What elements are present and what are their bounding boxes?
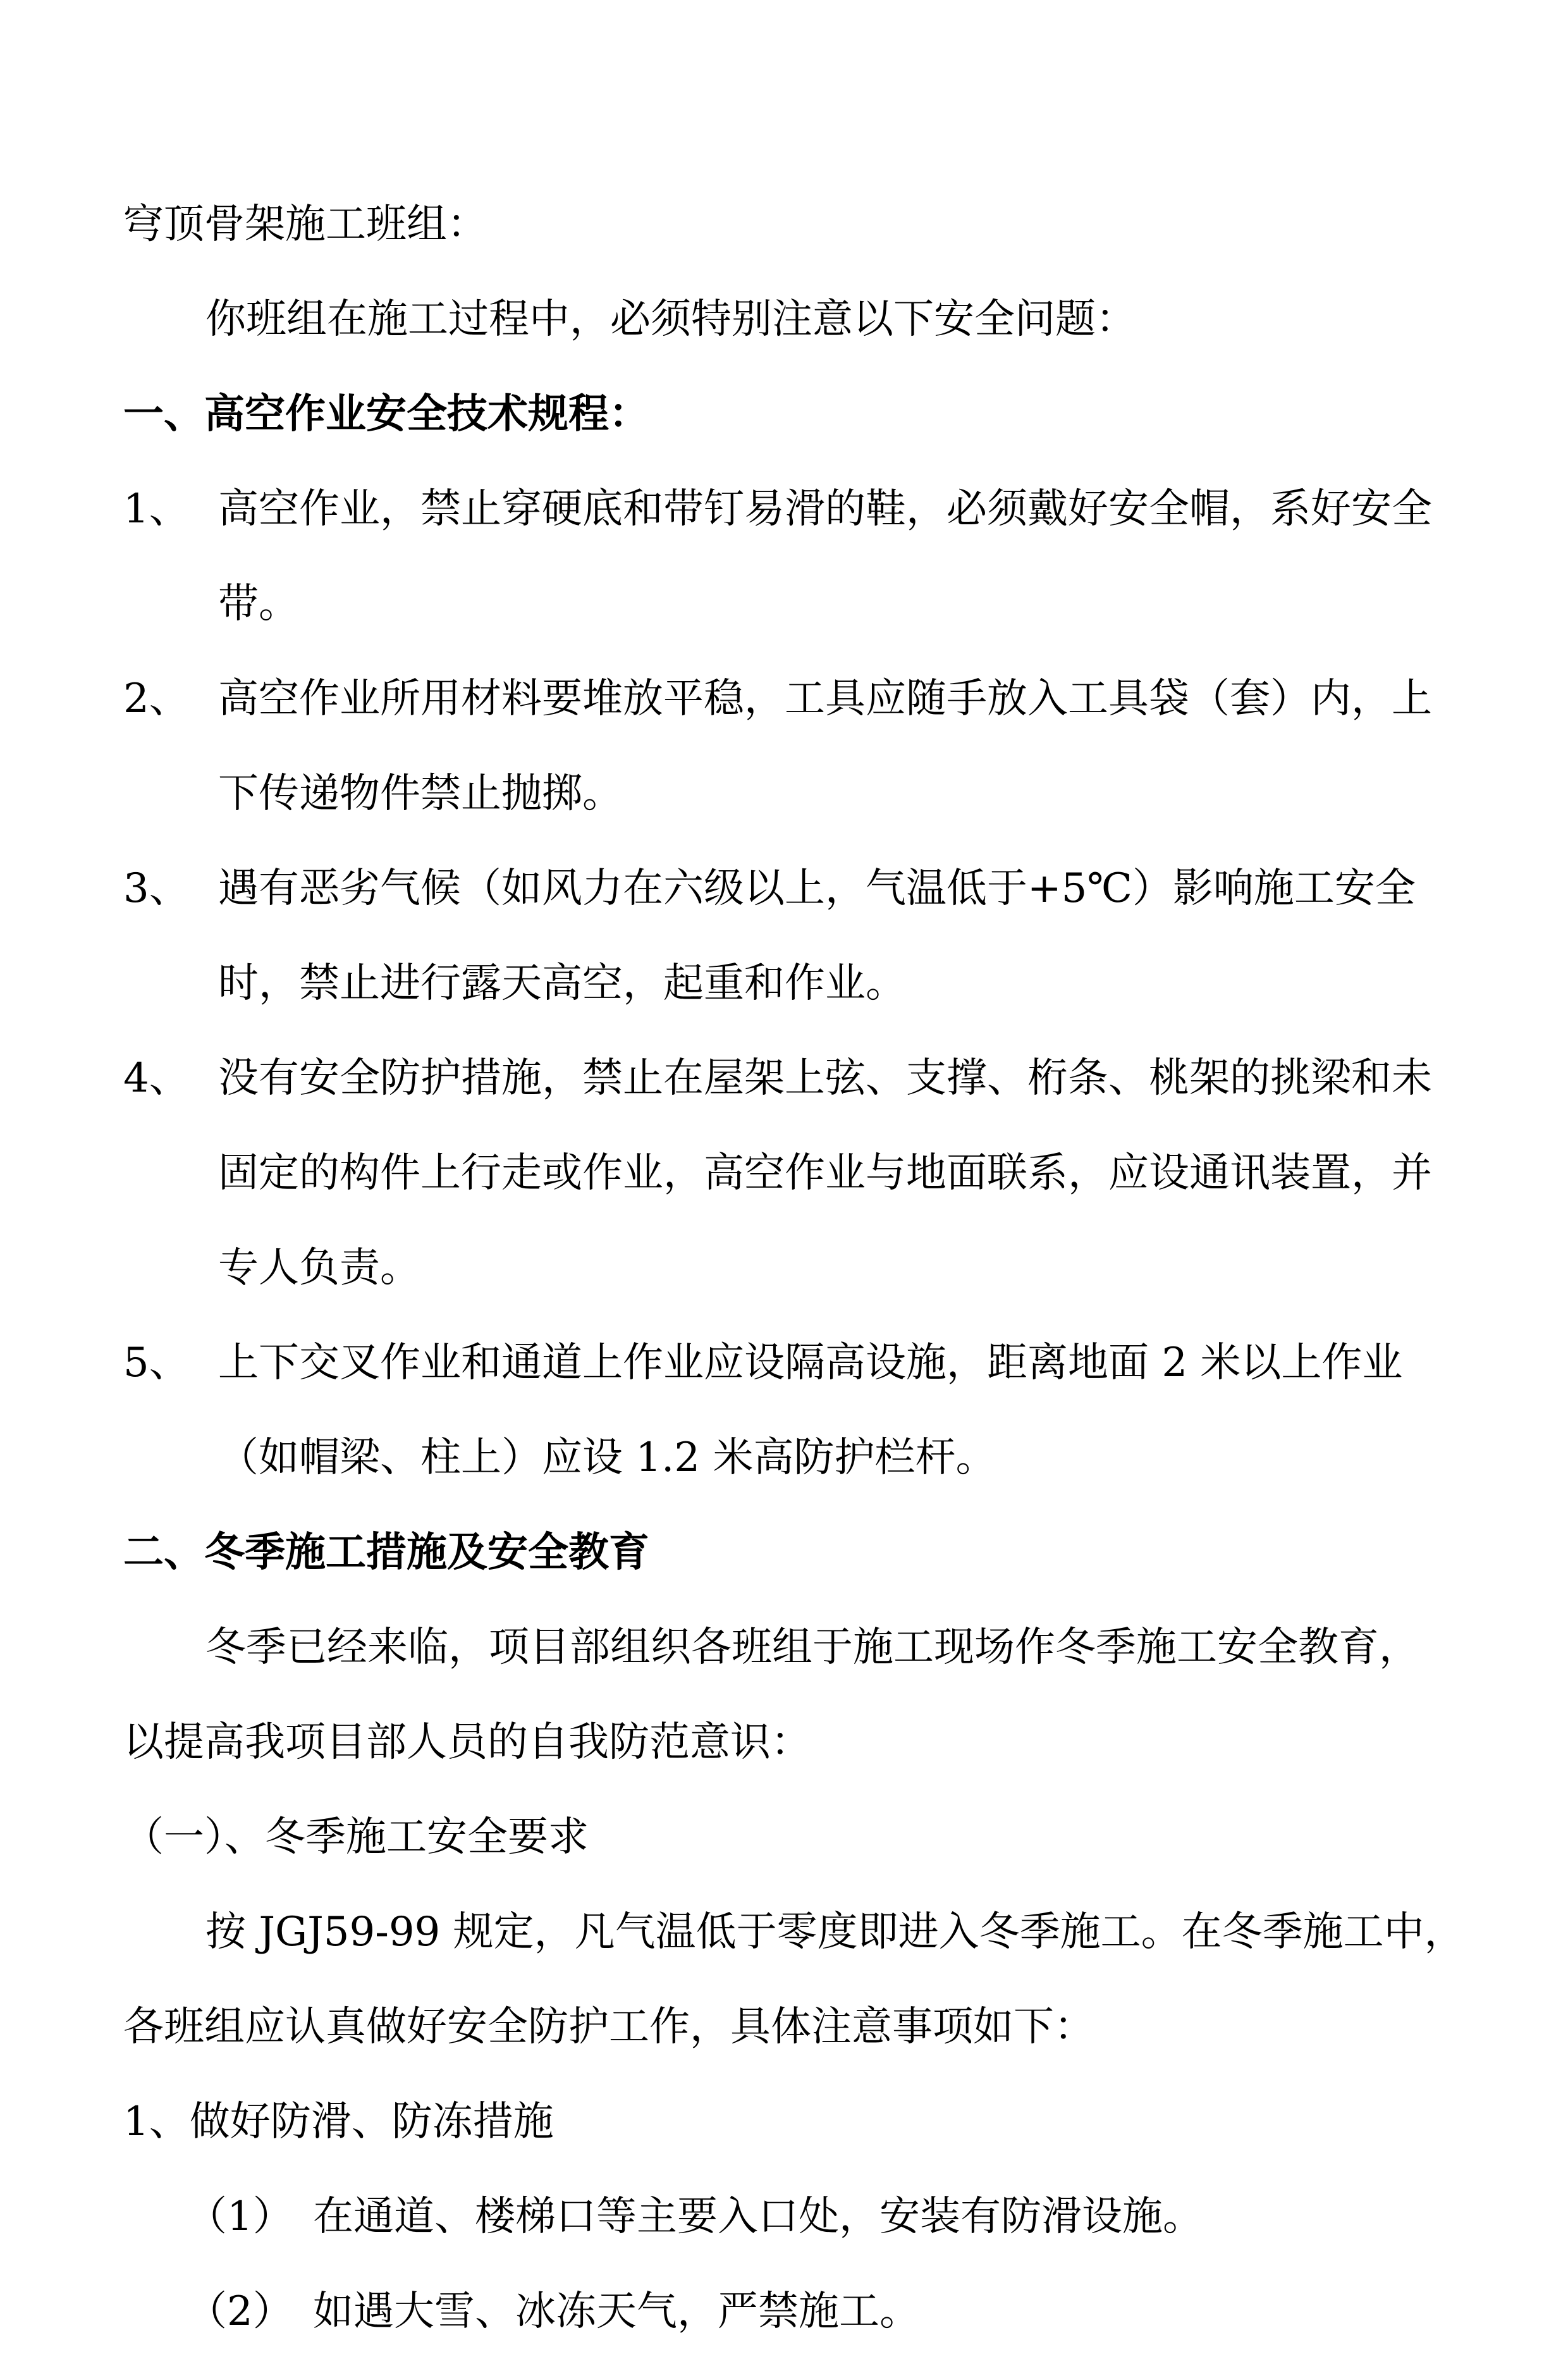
list-item-line: （如帽梁、柱上）应设 1.2 米高防护栏杆。 bbox=[218, 1434, 996, 1481]
list-item-line: 固定的构件上行走或作业，高空作业与地面联系，应设通讯装置，并 bbox=[218, 1150, 1432, 1197]
sub-list-item-text: 如遇大雪、冰冻天气，严禁施工。 bbox=[313, 2288, 920, 2335]
list-item bbox=[123, 651, 1451, 841]
intro-paragraph: 你班组在施工过程中，必须特别注意以下安全问题： bbox=[205, 296, 1136, 343]
greeting: 穹顶骨架施工班组： bbox=[123, 201, 487, 248]
section2-paragraph2-line1: 按 JGJ59-99 规定，凡气温低于零度即进入冬季施工。在冬季施工中， bbox=[205, 1909, 1465, 1956]
list-item-number: 5、 bbox=[123, 1340, 190, 1386]
list-item-line: 带。 bbox=[218, 581, 299, 627]
section1-heading: 一、高空作业安全技术规程： bbox=[123, 390, 649, 438]
section2-point1: 1、做好防滑、防冻措施 bbox=[123, 2098, 554, 2145]
list-item-number: 1、 bbox=[123, 486, 190, 533]
list-item-line: 没有安全防护措施，禁止在屋架上弦、支撑、桁条、桃架的挑梁和未 bbox=[218, 1055, 1432, 1102]
list-item-line: 遇有恶劣气候（如风力在六级以上，气温低于+5℃）影响施工安全 bbox=[218, 865, 1416, 912]
list-item bbox=[123, 1315, 1451, 1505]
list-item bbox=[123, 1031, 1451, 1315]
list-item-line: 时，禁止进行露天高空，起重和作业。 bbox=[218, 960, 906, 1007]
list-item-number: 4、 bbox=[123, 1055, 190, 1102]
list-item-line: 高空作业所用材料要堆放平稳，工具应随手放入工具袋（套）内，上 bbox=[218, 675, 1432, 722]
section2-subheading: （一）、冬季施工安全要求 bbox=[123, 1814, 589, 1861]
list-item-line: 高空作业，禁止穿硬底和带钉易滑的鞋，必须戴好安全帽，系好安全 bbox=[218, 486, 1432, 533]
list-item-line: 下传递物件禁止抛掷。 bbox=[218, 770, 623, 817]
list-item-number: 2、 bbox=[123, 675, 190, 722]
sub-list-item-number: （2） bbox=[187, 2288, 293, 2335]
section2-paragraph1-line1: 冬季已经来临，项目部组织各班组于施工现场作冬季施工安全教育， bbox=[205, 1624, 1419, 1671]
list-item bbox=[123, 841, 1451, 1031]
list-item-number: 3、 bbox=[123, 865, 190, 912]
sub-list-item bbox=[123, 2264, 1451, 2359]
list-item bbox=[123, 462, 1451, 651]
sub-list-item bbox=[123, 2169, 1451, 2264]
sub-list-item-number: （1） bbox=[187, 2193, 293, 2240]
list-item-line: 专人负责。 bbox=[218, 1245, 420, 1291]
document-page bbox=[123, 177, 1465, 2359]
section2-paragraph2-line2: 各班组应认真做好安全防护工作，具体注意事项如下： bbox=[123, 2004, 1094, 2050]
section2-paragraph1-line2: 以提高我项目部人员的自我防范意识： bbox=[123, 1719, 811, 1766]
list-item-line: 上下交叉作业和通道上作业应设隔高设施，距离地面 2 米以上作业 bbox=[218, 1340, 1403, 1386]
sub-list-item-text: 在通道、楼梯口等主要入口处，安装有防滑设施。 bbox=[313, 2193, 1203, 2240]
section2-heading: 二、冬季施工措施及安全教育 bbox=[123, 1529, 649, 1576]
